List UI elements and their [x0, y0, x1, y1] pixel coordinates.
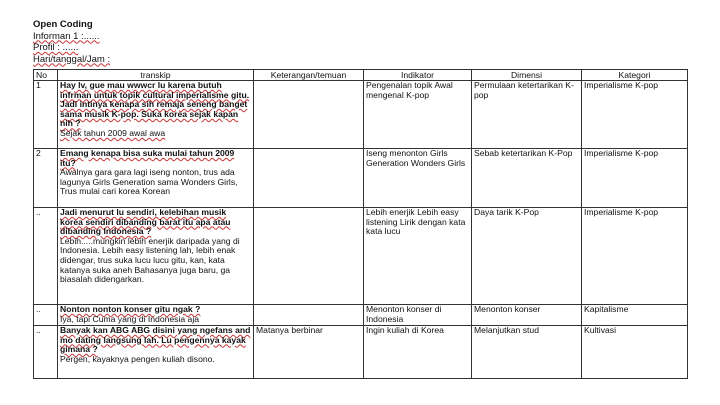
- cell-keterangan: Matanya berbinar: [254, 326, 364, 379]
- cell-indikator: Pengenalan topik Awal mengenal K-pop: [364, 81, 472, 149]
- cell-no: 1: [34, 81, 58, 149]
- cell-kategori: Kultivasi: [582, 326, 688, 379]
- coding-table-wrapper: [33, 69, 687, 379]
- cell-kategori: Kapitalisme: [582, 305, 688, 326]
- cell-dimensi: Melanjutkan stud: [472, 326, 582, 379]
- question-text: Hay lv, gue mau wwwcr lu karena butuh infrman untuk topik cultural imperialisme gitu. Jadi intinya kenapa sih remaja seneng banget sama musik K-pop. Suka korea sejak kapan nih ?: [60, 80, 250, 129]
- document-header: [33, 19, 110, 65]
- header-profil: Profil : ......: [33, 42, 79, 53]
- column-header-kategori: Kategori: [582, 70, 688, 81]
- question-text: Jadi menurut lu sendiri, kelebihan musik korea sendiri dibanding barat itu apa atau dibanding Indonesia ?: [60, 207, 231, 237]
- cell-indikator: Iseng menonton Girls Generation Wonders Girls: [364, 149, 472, 208]
- cell-transkip: [58, 208, 254, 305]
- table-row: [34, 208, 688, 305]
- column-header-no: No: [34, 70, 58, 81]
- cell-indikator: Ingin kuliah di Korea: [364, 326, 472, 379]
- cell-kategori: Imperialisme K-pop: [582, 81, 688, 149]
- answer-text: Lebih.....mungkin lebih enerjik daripada yang di Indonesia. Lebih easy listening lah, lebih enak didengar, trus suka lucu lucu gitu, kan, kata katanya suka aneh Bahasanya juga baru, ga biasalah didengarkan.: [60, 235, 240, 285]
- cell-keterangan: [254, 208, 364, 305]
- cell-dimensi: Sebab ketertarikan K-Pop: [472, 149, 582, 208]
- cell-no: ..: [34, 326, 58, 379]
- cell-no: ..: [34, 208, 58, 305]
- question-text: Banyak kan ABG ABG disini yang ngefans and mo dating langsung lah. Lu pengennya kayak gimana ?: [60, 325, 251, 355]
- answer-text: Sejak tahun 2009 awal awa: [60, 127, 166, 138]
- coding-table: [33, 69, 688, 379]
- header-informan: Informan 1 :......: [33, 30, 100, 42]
- question-text: Nonton nonton konser gitu ngak ?: [60, 304, 201, 314]
- cell-kategori: Imperialisme K-pop: [582, 208, 688, 305]
- cell-transkip: [58, 81, 254, 149]
- table-header-row: [34, 70, 688, 81]
- answer-text: Pergen, kayaknya pengen kuliah disono.: [60, 353, 215, 364]
- column-header-dimensi: Dimensi: [472, 70, 582, 81]
- cell-no: ..: [34, 305, 58, 326]
- question-text: Emang kenapa bisa suka mulai tahun 2009 itu?: [60, 148, 235, 168]
- cell-dimensi: Permulaan ketertarikan K-pop: [472, 81, 582, 149]
- answer-text: Awalnya gara gara lagi iseng nonton, trus ada lagunya Girls Generation sama Wonders Girls, Trus mulai cari korea Korean: [60, 167, 238, 197]
- cell-keterangan: [254, 149, 364, 208]
- cell-dimensi: Menonton konser: [472, 305, 582, 326]
- cell-transkip: [58, 149, 254, 208]
- cell-keterangan: [254, 305, 364, 326]
- table-row: [34, 326, 688, 379]
- table-row: [34, 149, 688, 208]
- cell-no: 2: [34, 149, 58, 208]
- cell-transkip: [58, 305, 254, 326]
- cell-indikator: Lebih enerjik Lebih easy listening Lirik dengan kata kata lucu: [364, 208, 472, 305]
- cell-keterangan: [254, 81, 364, 149]
- cell-kategori: Imperialisme K-pop: [582, 149, 688, 208]
- header-title: Open Coding: [33, 19, 93, 30]
- table-row: [34, 305, 688, 326]
- answer-text: Iya, tapi Cuma yang di Indonesia aja: [60, 313, 200, 324]
- cell-transkip: [58, 326, 254, 379]
- header-hari: Hari/tanggal/Jam :: [33, 53, 111, 65]
- table-row: [34, 81, 688, 149]
- column-header-transkip: transkip: [58, 70, 254, 81]
- column-header-indikator: Indikator: [364, 70, 472, 81]
- column-header-keterangan: Keterangan/temuan: [254, 70, 364, 81]
- cell-dimensi: Daya tarik K-Pop: [472, 208, 582, 305]
- cell-indikator: Menonton konser di Indonesia: [364, 305, 472, 326]
